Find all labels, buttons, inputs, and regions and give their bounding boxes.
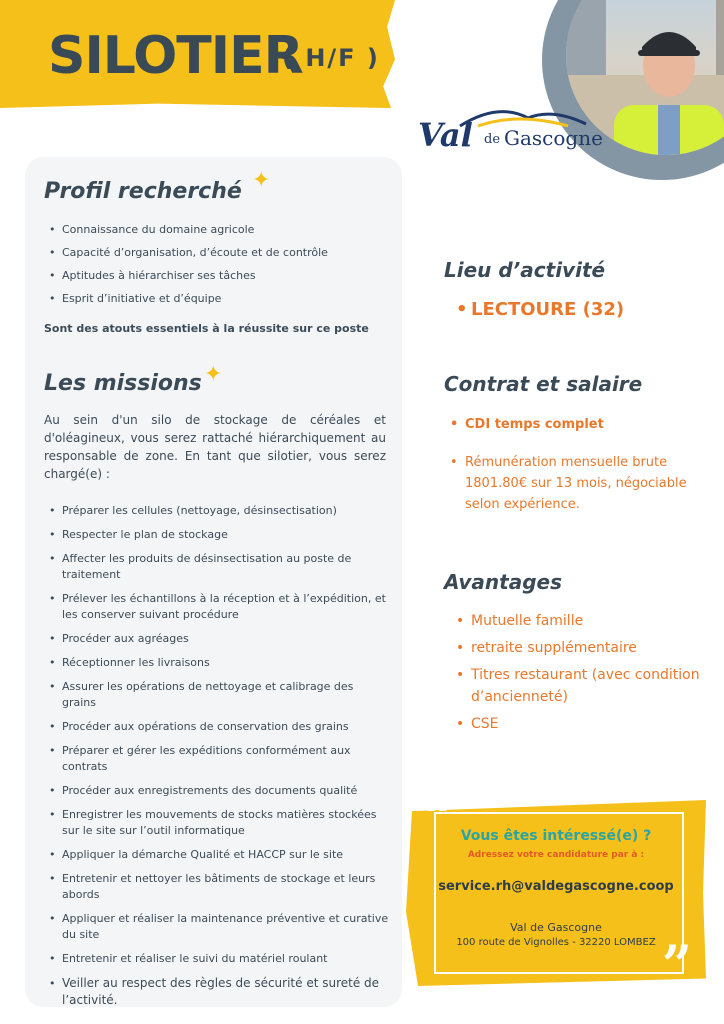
list-item: • Entretenir et nettoyer les bâtiments de stockage et leurs abords [44,871,389,903]
avantages-list [455,610,710,735]
contact-company: Val de Gascogne [510,921,602,934]
contact-email-link[interactable]: service.rh@valdegascogne.coop [438,879,674,894]
list-item: • Affecter les produits de désinsectisation au poste de traitement [44,551,389,583]
quote-open-icon: “ [424,787,454,848]
logo-de: de [484,132,501,147]
contrat-type: • CDI temps complet [449,414,709,435]
lieu-title: Lieu d’activité [444,258,606,282]
list-item: • Veiller au respect des règles de sécurité et sureté de l’activité. [44,975,389,1009]
list-item: • CSE [455,713,710,735]
contrat-list [449,414,709,515]
company-logo [418,106,603,158]
list-item: • Mutuelle famille [455,610,710,632]
contrat-title: Contrat et salaire [444,372,643,396]
missions-title: Les missions [44,371,202,396]
quote-close-icon: ” [662,935,692,996]
list-item: • Procéder aux enregistrements des documents qualité [44,783,389,799]
list-item: • Appliquer la démarche Qualité et HACCP sur le site [44,847,389,863]
list-item: • Esprit d’initiative et d’équipe [44,291,394,307]
logo-val: Val [418,116,473,154]
list-item: • Titres restaurant (avec condition d’ancienneté) [455,664,710,708]
contrat-salaire: • Rémunération mensuelle brute 1801.80€ sur 13 mois, négociable selon expérience. [449,452,709,515]
list-item: • Connaissance du domaine agricole [44,222,394,238]
list-item: • Capacité d’organisation, d’écoute et de contrôle [44,245,394,261]
logo-gascogne: Gascogne [504,126,603,150]
list-item: • Entretenir et réaliser le suivi du matériel roulant [44,951,389,967]
profil-title: Profil recherché [44,179,242,204]
contact-question: Vous êtes intéressé(e) ? [460,828,652,844]
list-item: • Préparer les cellules (nettoyage, désinsectisation) [44,503,389,519]
list-item: • Respecter le plan de stockage [44,527,389,543]
lieu-value: • LECTOURE (32) [455,299,715,320]
list-item: • Aptitudes à hiérarchiser ses tâches [44,268,394,284]
missions-list [44,503,389,1009]
list-item: • Réceptionner les livraisons [44,655,389,671]
avantages-title: Avantages [444,570,562,594]
logo-hills-icon [458,106,588,128]
list-item: • Enregistrer les mouvements de stocks matières stockées sur le site sur l’outil informatique [44,807,389,839]
profil-note: Sont des atouts essentiels à la réussite sur ce poste [44,322,369,335]
page-title-suffix: ( H/F ) [282,44,380,72]
list-item: • retraite supplémentaire [455,637,710,659]
list-item: • Procéder aux agréages [44,631,389,647]
sparkle-icon: ✦ [204,362,223,387]
contact-address: 100 route de Vignolles - 32220 LOMBEZ [456,937,656,948]
list-item: • Prélever les échantillons à la réception et à l’expédition, et les conserver suivant procédure [44,591,389,623]
list-item: • Assurer les opérations de nettoyage et calibrage des grains [44,679,389,711]
page-title: SILOTIER [48,26,303,86]
missions-intro: Au sein d'un silo de stockage de céréales et d'oléagineux, vous serez rattaché hiérarchiquement au responsable de zone. En tant que silotier, vous serez chargé(e) : [44,413,386,481]
list-item: • Préparer et gérer les expéditions conformément aux contrats [44,743,389,775]
profil-list [44,222,394,307]
list-item: • Procéder aux opérations de conservation des grains [44,719,389,735]
contact-sub: Adressez votre candidature par à : [467,850,645,860]
lieu-list [455,299,715,320]
sparkle-icon: ✦ [252,168,271,193]
list-item: • Appliquer et réaliser la maintenance préventive et curative du site [44,911,389,943]
